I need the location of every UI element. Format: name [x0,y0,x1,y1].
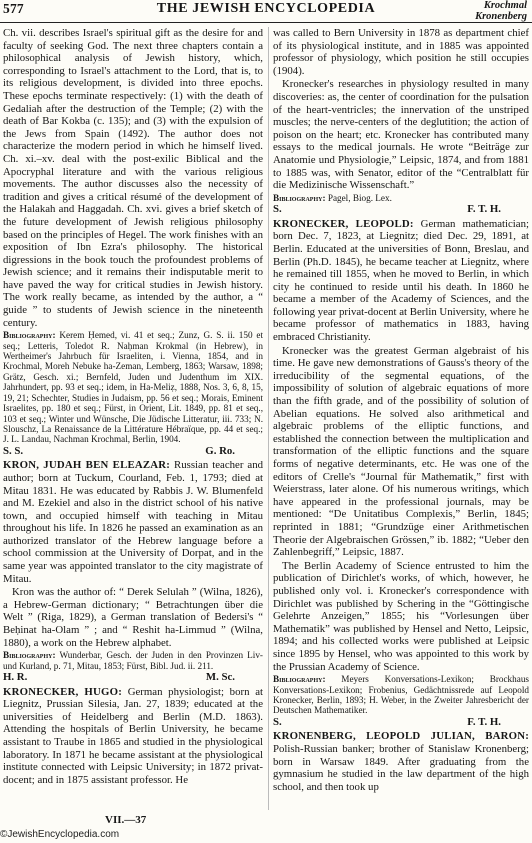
signature-initials: S. [273,203,282,216]
running-title: THE JEWISH ENCYCLOPEDIA [156,1,376,16]
bibliography-hugo [273,193,529,203]
running-head-first: Krochmal [483,0,527,11]
entry-title: KRONECKER, LEOPOLD: [273,217,414,230]
entry-kron [3,459,263,585]
bibliography-text: Wunderbar, Gesch. der Juden in den Provinzen Liv- und Kurland, p. 71, Mitau, 1853; Fürst, Bibl. Jud. ii. 211. [3,650,263,671]
signature-author: F. T. H. [467,715,501,728]
bibliography-label: Bibliography: [273,192,326,203]
entry-kronenberg [273,730,529,793]
entry-kronecker-hugo [3,686,263,787]
author-signature [273,203,529,216]
signature-mark: VII.—37 [105,814,147,826]
kron-paragraph: Kron was the author of: “ Derek Selulah ” (Wilna, 1826), a Hebrew-German dictionary; “ Betrachtungen über die Welt ” (Riga, 1829), a German translation of Bedersi's “ Beḥinat ha-Olam ” ; and “ Reshit ha-Limmud ” (Wilna, 1880), a work on the Hebrew alphabet. [3,586,263,649]
entry-title: KRONENBERG, LEOPOLD JULIAN, BARON: [273,730,529,743]
bibliography-leopold [273,674,529,716]
entry-text: Polish-Russian banker; brother of Stanislaw Kronenberg; born in Warsaw 1849. After graduating from the gymnasium he studied in the law department of the high school, and then took up [273,742,529,793]
bibliography-text: Kerem Ḥemed, vi. 41 et seq.; Zunz, G. S. ii. 150 et seq.; Letteris, Toledot R. Naḥman Krokmal (in Hebrew), in Wertheimer's Jahrbuch für Israeliten, i. Vienna, 1854, and in Krochmal, Moreh Nebuke ha-Zeman, Lemberg, 1863; Warsaw, 1898; Grätz, Gesch. xi.; Bernfeld, Juden und Judenthum im XIX. Jahrhundert, pp. 93 et seq.; idem, in Ha-Meliẓ, 1888, Nos. 3, 6, 8, 15, 19, 21; Schechter, Studies in Judaism, pp. 56 et seq.; Morais, Eminent Israelites, pp. 180 et seq.; Fürst, in Orient, Lit. 1849, pp. 81 et seq., 103 et seq.; Winter und Wünsche, Die Jüdische Litteratur, iii. 733; N. Slouschz, La Renaissance de la Littérature Hébraïque, pp. 44 et seq.; J. L. Landau, Nachman Krochmal, Berlin, 1904. [3,330,263,445]
signature-author: M. Sc. [205,671,235,684]
bibliography-label: Bibliography: [3,330,56,341]
signature-initials: S. S. [3,444,24,457]
leopold-paragraph: The Berlin Academy of Science entrusted to him the publication of Dirichlet's works, of which, however, he published only vol. i. Kronecker's correspondence with Dirichlet was published by Schering in the “Göttingische Gelehrte Anzeigen,” 1855; his “Vorlesungen über Mathematik” was published by Hensel and Netto, Leipsic, 1894; and his collected works were published at Leipsic since 1895 by Hensel, who was appointed to this work by the Prussian Academy of Science. [273,559,529,673]
page-header [0,0,532,24]
entry-title: KRONECKER, HUGO: [3,685,122,698]
author-signature [3,671,263,684]
bibliography-label: Bibliography: [3,650,56,661]
entry-title: KRON, JUDAH BEN ELEAZAR: [3,459,171,472]
entry-text: German physiologist; born at Liegnitz, Prussian Silesia, Jan. 27, 1839; educated at the universities of Heidelberg and Berlin (M.D. 1863). Attending the hospitals of Berlin University, he became assistant to Traube in 1865 and studied in the physiological laboratory. In 1871 he became assistant at the physiological institute connected with Leipsic University; in 1872 privat-docent; and in 1875 assistant professor. He [3,685,263,786]
left-column [3,27,263,787]
krochmal-paragraph: Ch. vii. describes Israel's spiritual gift as the desire for and faculty of seeking God. The next three chapters contain a philosophical analysis of Jewish history, which, corresponding to Israel's attachment to the Lord, that is, to its religious development, is divided into three epochs. These epochs terminate respectively: (1) with the death of Gedaliah after the destruction of the Temple; (2) with the death of Bar Kokba (c. 135); and (3) with the expulsion of the Jews from Spain (1492). The author does not characterize the modern period in which he himself lived. Ch. xi.–xv. deal with the post-exilic Biblical and the Apocryphal literature and with the various religious movements. The author discusses also the necessity of tradition and gives a critical résumé of the development of the Halakah and Haggadah. Ch. xvi. gives a brief sketch of the future development of Jewish religious philosophy based on the principles of Hegel. The work finishes with an exposition of Ibn Ezra's philosophy. The historical digressions in the book touch the profoundest problems of Jewish science; and it remains their indisputable merit to have paved the way for critical studies in Jewish history. The work really became, as intended by the author, a “ guide ” to students of Jewish science in the nineteenth century. [3,27,263,329]
author-signature [273,716,529,729]
signature-author: F. T. H. [467,203,501,216]
page-number: 577 [3,1,24,16]
hugo-continuation: was called to Bern University in 1878 as department chief of its physiological institute, and in 1885 was appointed professor of physiology, which position he still occupies (1904). [273,27,529,77]
bibliography-text: Pagel, Biog. Lex. [325,192,392,203]
running-head [475,0,527,22]
entry-kronecker-leopold [273,218,529,344]
watermark-link[interactable]: ©JewishEncyclopedia.com [0,829,120,840]
entry-text: Russian teacher and author; born at Tuckum, Courland, Feb. 1, 1793; died at Mitau 1831. He was educated by Rabbis J. W. Blumenfeld and M. Ezekiel and also in the district school of his native town, and occupied himself with teaching in Mitau throughout his life. In 1826 he passed an examination as an authorized translator of the Hebrew language before a school commission at the University of Dorpat, and in the same year was appointed translator to the city magistrate of Mitau. [3,459,263,585]
bibliography-label: Bibliography: [273,674,326,685]
signature-initials: S. [273,715,282,728]
right-column [273,27,529,794]
running-head-last: Kronenberg [475,11,527,22]
hugo-paragraph: Kronecker's researches in physiology resulted in many discoveries: as, the center of coordination for the pulsation of the heart-ventricles; the innervation of the unstriped muscles; the nerve-centers of the deglutition; the action of poison on the heart; etc. Kronecker has contributed many essays to the medical journals. He wrote “Beiträge zur Anatomie und Physiologie,” Leipsic, 1874, and from 1881 to 1885 was, with Senator, editor of the “Centralblatt für die Medizinische Wissenschaft.” [273,78,529,192]
bibliography-krochmal [3,330,263,444]
entry-text: German mathematician; born Dec. 7, 1823, at Liegnitz; died Dec. 29, 1891, at Berlin. Educated at the universities of Bonn, Breslau, and Berlin (Ph.D. 1845), he became teacher at Liegnitz, where he remained till 1855, when he moved to Berlin, in which city he continued to reside until his death. In 1860 he became a member of the Academy of Sciences, and the following year privat-docent at Berlin University, where he became professor of mathematics in 1883, having embraced Christianity. [273,217,529,344]
column-divider [268,27,269,810]
leopold-paragraph: Kronecker was the greatest German algebraist of his time. He gave new demonstrations of Gauss's theory of the irreducibility of the segmental equations, of the impossibility of solution of algebraic equations of more than the fifth grade, and of the possibility of solution of Abelian equations. He solved also arithmetical and algebraic problems of the elliptic functions, and established the connection between the multiplication and transformation of the elliptic functions and the square forms of negative determinants, etc. He was one of the editors of Crelle's “Journal für Mathematik,” first with Weierstrass, later alone. Of his numerous writings, which have appeared in the professional journals, may be mentioned: “De Unitatibus Complexis,” Berlin, 1845; reprinted in 1881; “Grundzüge einer Arithmetischen Theorie der Algebraischen Grössen,” ib. 1882; “Ueber den Zahlenbegriff,” Leipsic, 1887. [273,344,529,559]
signature-author: G. Ro. [205,444,235,457]
header-rule [0,22,532,23]
signature-initials: H. R. [3,671,28,684]
bibliography-text: Meyers Konversations-Lexikon; Brockhaus Konversations-Lexikon; Frobenius, Gedächtnissrede auf Leopold Kronecker, Berlin, 1893; H. Weber, in the Zweiter Jahresbericht der Deutschen Mathematiker. [273,674,529,716]
author-signature [3,445,263,458]
bibliography-kron [3,650,263,671]
